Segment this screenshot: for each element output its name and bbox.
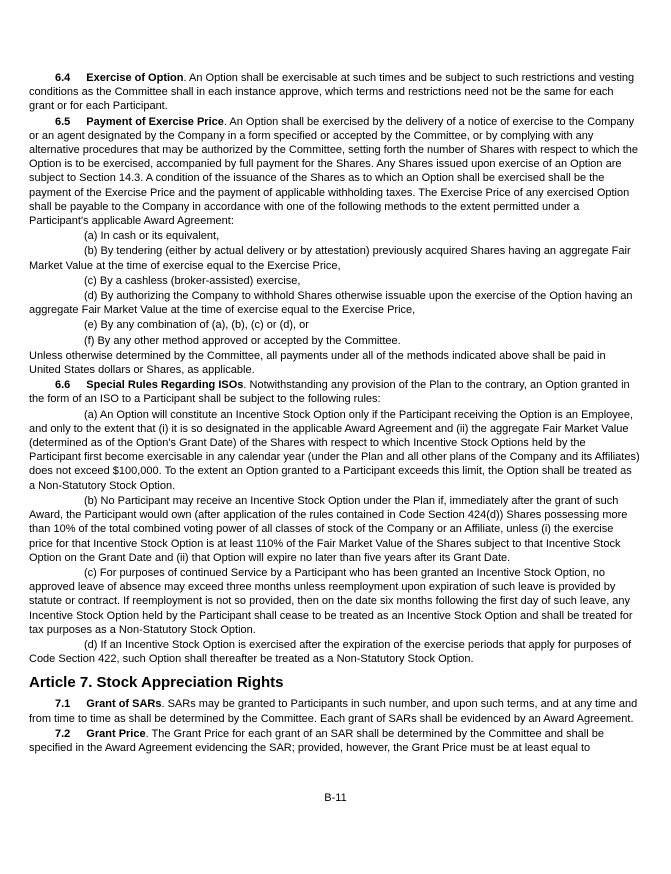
document-body [29, 71, 640, 755]
paragraph: Unless otherwise determined by the Committee, all payments under all of the methods indicated above shall be paid in United States dollars or Shares, as applicable. [29, 349, 606, 377]
section-paragraph [29, 71, 640, 114]
section-text: . An Option shall be exercised by the delivery of a notice of exercise to the Company or an agent designated by the Company in a form specified or accepted by the Committee, or by complying with any alternative procedures that may be authorized by the Committee, setting forth the number of Shares with respect to which the Option is to be exercised, accompanied by full payment for the Shares. Any Shares issued upon exercise of an Option are subject to Section 14.3. A condition of the issuance of the Shares as to which an Option shall be exercised shall be the payment of the Exercise Price and the payment of applicable withholding taxes. The Exercise Price of any exercised Option shall be payable to the Company in accordance with one of the following methods to the extent permitted under a Participant's applicable Award Agreement: [29, 115, 638, 228]
section-number: 7.2 [55, 727, 71, 740]
section-paragraph [29, 115, 640, 229]
section-title: Grant of SARs [86, 698, 162, 711]
section-text: . An Option shall be exercisable at such times and be subject to such restrictions and vesting conditions as the Committee shall in each instance approve, which terms and restrictions need not be the same for each grant or for each Participant. [29, 72, 635, 113]
article-heading: Article 7. Stock Appreciation Rights [29, 674, 284, 692]
list-item: (a) An Option will constitute an Incentive Stock Option only if the Participant receiving the Option is an Employee, and only to the extent that (i) it is so designated in the applicable Award Agreement and (ii) the aggregate Fair Market Value (determined as of the Option's Grant Date) of the Shares with respect to which Incentive Stock Options held by the Participant first become exercisable in any calendar year (under the Plan and all other plans of the Company and its Affiliates) does not exceed $100,000. To the extent an Option granted to a Participant exceeds this limit, the Option shall be treated as a Non-Statutory Stock Option. [29, 408, 640, 492]
list-item: (b) No Participant may receive an Incentive Stock Option under the Plan if, immediately after the grant of such Award, the Participant would own (after application of the rules contained in Code Section 424(d)) Shares possessing more than 10% of the total combined voting power of all classes of stock of the Company or an Affiliate, unless (i) the exercise price for that Incentive Stock Option is at least 110% of the Fair Market Value of the Shares subject to that Incentive Stock Option on the Grant Date and (ii) that Option will expire no later than five years after its Grant Date. [29, 494, 628, 564]
section-text: . The Grant Price for each grant of an SAR shall be determined by the Committee and shall be specified in the Award Agreement evidencing the SAR; provided, however, the Grant Price must be at least equal to [29, 727, 604, 754]
section-title: Grant Price [86, 727, 146, 740]
list-item: (c) By a cashless (broker-assisted) exercise, [84, 274, 301, 287]
section-number: 6.5 [55, 115, 71, 128]
list-item: (c) For purposes of continued Service by a Participant who has been granted an Incentive Stock Option, no approved leave of absence may exceed three months unless reemployment upon expiration of such leave is provided by statute or contract. If reemployment is not so provided, then on the date six months following the first day of such leave, any Incentive Stock Option held by the Participant shall cease to be treated as an Incentive Stock Option and shall be treated for tax purposes as a Non-Statutory Stock Option. [29, 566, 633, 636]
section-number: 6.6 [55, 379, 71, 392]
list-item: (b) By tendering (either by actual delivery or by attestation) previously acquired Shares having an aggregate Fair Market Value at the time of exercise equal to the Exercise Price, [29, 245, 631, 272]
section-text: . SARs may be granted to Participants in such number, and upon such terms, and at any time and from time to time as shall be determined by the Committee. Each grant of SARs shall be evidenced by an Award Agreement. [29, 698, 638, 725]
list-item: (e) By any combination of (a), (b), (c) or (d), or [84, 319, 309, 332]
list-item: (f) By any other method approved or accepted by the Committee. [84, 334, 401, 347]
section-number: 6.4 [55, 72, 71, 84]
section-title: Exercise of Option [86, 72, 184, 84]
section-number: 7.1 [55, 698, 71, 711]
list-item: (d) By authorizing the Company to withhold Shares otherwise issuable upon the exercise of the Option having an aggregate Fair Market Value at the time of exercise equal to the Exercise Price, [29, 290, 633, 317]
section-paragraph [29, 378, 640, 406]
section-paragraph [29, 697, 640, 725]
section-title: Special Rules Regarding ISOs [86, 379, 244, 392]
section-title: Payment of Exercise Price [86, 115, 224, 128]
page-number: B-11 [324, 792, 347, 804]
section-text: . Notwithstanding any provision of the Plan to the contrary, an Option granted in the form of an ISO to a Participant shall be subject to the following rules: [29, 379, 630, 406]
list-item: (d) If an Incentive Stock Option is exercised after the expiration of the exercise periods that apply for purposes of Code Section 422, such Option shall thereafter be treated as a Non-Statutory Stock Option. [29, 638, 632, 666]
section-paragraph [29, 727, 640, 755]
list-item: (a) In cash or its equivalent, [84, 230, 220, 243]
